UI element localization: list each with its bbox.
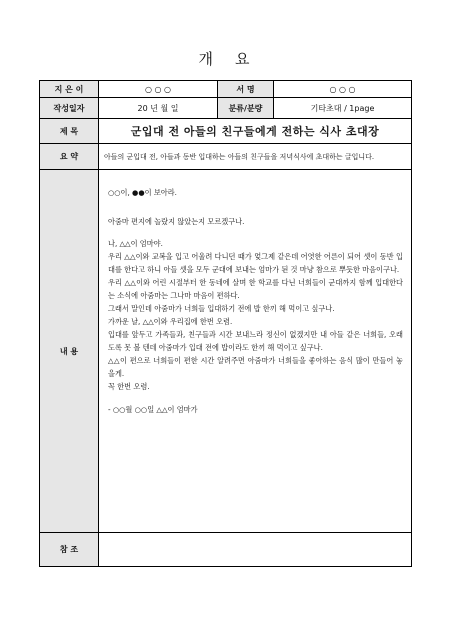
title-char-2: 요: [235, 50, 252, 68]
title-char-1: 개: [198, 50, 215, 68]
author-value: ○ ○ ○: [99, 81, 218, 98]
letter-paragraph: 가까운 날, △△이와 우리집에 한번 오렴.: [108, 317, 233, 326]
letter-body: [99, 170, 412, 533]
content-label: 내 용: [40, 170, 99, 533]
date-value: 20 년 월 일: [99, 98, 218, 119]
letter-closing: - ○○월 ○○일 △△이 엄마가: [108, 405, 198, 414]
letter-paragraph: △△이 편으로 너희들이 편한 시간 알려주면 아줌마가 너희들을 좋아하는 음식 많이 만들어 놓을게.: [108, 356, 403, 378]
letter-paragraph: 입대를 앞두고 가족들과, 친구들과 시간 보내느라 정신이 없겠지만 내 아들 같은 너희들, 오래도록 못 볼 텐데 아줌마가 입대 전에 밥이라도 한끼 해 먹이고 싶구나.: [108, 330, 403, 352]
letter-paragraph: 꼭 한번 오렴.: [108, 382, 150, 391]
subject-label: 제 목: [40, 119, 99, 144]
category-value: 기타초대 / 1page: [274, 98, 412, 119]
author-label: 지 은 이: [40, 81, 99, 98]
subject-row: [40, 119, 412, 144]
author-row: [40, 81, 412, 98]
letter-paragraph: 우리 △△이와 교복을 입고 어울려 다니던 때가 엊그제 같은데 어엿한 어른이 되어 셋이 동반 입대를 한다고 하니 아들 셋을 모두 군대에 보내는 엄마가 된 것 마냥 참으로 뿌듯한 마음이구나.: [108, 252, 403, 274]
date-row: [40, 98, 412, 119]
letter-paragraph: 나, △△이 엄마야.: [108, 239, 163, 248]
summary-label: 요 약: [40, 144, 99, 170]
content-row: [40, 170, 412, 533]
date-label: 작성일자: [40, 98, 99, 119]
subject-value: 군입대 전 아들의 친구들에게 전하는 식사 초대장: [99, 119, 412, 144]
reference-label: 참 조: [40, 533, 99, 567]
letter-paragraph: 우리 △△이와 어린 시절부터 한 동네에 살며 한 학교를 다닌 너희들이 군대까지 함께 입대한다는 소식에 아줌마는 그나마 마음이 편하다.: [108, 278, 403, 300]
signature-value: ○ ○ ○: [274, 81, 412, 98]
category-label: 분류/분량: [218, 98, 274, 119]
reference-row: [40, 533, 412, 567]
letter-paragraph: 아줌마 편지에 놀랐지 않았는지 모르겠구나.: [108, 217, 245, 226]
summary-row: [40, 144, 412, 170]
summary-table: [39, 80, 412, 567]
letter-greeting: ○○이, ●●이 보아라.: [108, 188, 177, 197]
reference-value: [99, 533, 412, 567]
document-title: [0, 48, 450, 69]
summary-value: 아들의 군입대 전, 아들과 동반 입대하는 아들의 친구들을 저녁식사에 초대하는 글입니다.: [99, 144, 412, 170]
letter-paragraph: 그래서 말인데 아줌마가 너희들 입대하기 전에 밥 한끼 해 먹이고 싶구나.: [108, 304, 335, 313]
signature-label: 서 명: [218, 81, 274, 98]
